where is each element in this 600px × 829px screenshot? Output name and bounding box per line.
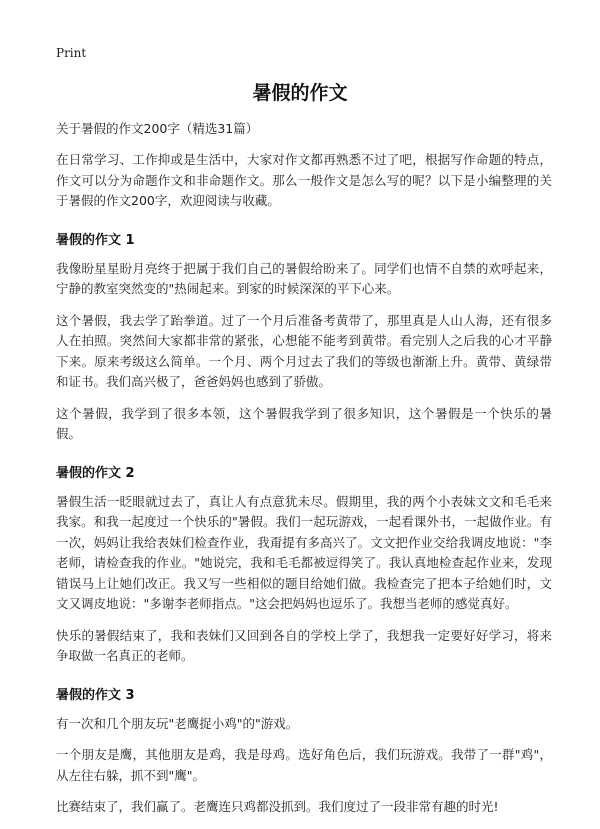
intro-paragraph: 在日常学习、工作抑或是生活中，大家对作文都再熟悉不过了吧，根据写作命题的特点，作文可以分为命题作文和非命题作文。那么一般作文是怎么写的呢？以下是小编整理的关于暑假的作文200字，欢迎阅读与收藏。 <box>56 152 552 208</box>
section-1-paragraph-3: 这个暑假，我学到了很多本领，这个暑假我学到了很多知识，这个暑假是一个快乐的暑假。 <box>56 405 552 441</box>
section-2-paragraph-1: 暑假生活一眨眼就过去了，真让人有点意犹未尽。假期里，我的两个小表妹文文和毛毛来我家。和我一起度过一个快乐的"暑假。我们一起玩游戏，一起看课外书，一起做作业。有一次，妈妈让我给表妹们检查作业，我甭提有多高兴了。文文把作业交给我调皮地说："李老师，请检查我的作业。"她说完，我和毛毛都被逗得笑了。我认真地检查起作业来，发现错误马上让她们改正。我又写一些相似的题目给她们做。我检查完了把本子给她们时，文文又调皮地说："多谢李老师指点。"这会把妈妈也逗乐了。我想当老师的感觉真好。 <box>56 493 552 611</box>
section-3-paragraph-3: 比赛结束了，我们赢了。老鹰连只鸡都没抓到。我们度过了一段非常有趣的时光! <box>56 799 499 814</box>
section-3-paragraph-1: 有一次和几个朋友玩"老鹰捉小鸡"的"游戏。 <box>56 715 299 731</box>
section-1-paragraph-1: 我像盼星星盼月亮终于把属于我们自己的暑假给盼来了。同学们也情不自禁的欢呼起来，宁静的教室突然变的"热闹起来。到家的时候深深的平下心来。 <box>56 260 552 296</box>
section-1-paragraph-2: 这个暑假，我去学了跆拳道。过了一个月后准备考黄带了，那里真是人山人海，还有很多人在拍照。突然间大家都非常的紧张，心想能不能考到黄带。看完别人之后我的心才平静下来。原来考级这么简单。一个月、两个月过去了我们的等级也渐渐上升。黄带、黄绿带和证书。我们高兴极了，爸爸妈妈也感到了骄傲。 <box>56 312 552 389</box>
section-heading-1: 暑假的作文 1 <box>56 232 135 248</box>
document-title: 暑假的作文 <box>252 82 348 104</box>
section-3-paragraph-2: 一个朋友是鹰，其他朋友是鸡，我是母鸡。选好角色后，我们玩游戏。我带了一群"鸡"，从左往右躲，抓不到"鹰"。 <box>56 747 552 783</box>
section-heading-3: 暑假的作文 3 <box>56 687 135 703</box>
print-link[interactable]: Print <box>56 46 87 60</box>
section-heading-2: 暑假的作文 2 <box>56 465 135 481</box>
section-2-paragraph-2: 快乐的暑假结束了，我和表妹们又回到各自的学校上学了，我想我一定要好好学习，将来争取做一名真正的老师。 <box>56 627 552 663</box>
document-subtitle: 关于暑假的作文200字（精选31篇） <box>56 121 259 136</box>
document-body <box>56 120 552 829</box>
